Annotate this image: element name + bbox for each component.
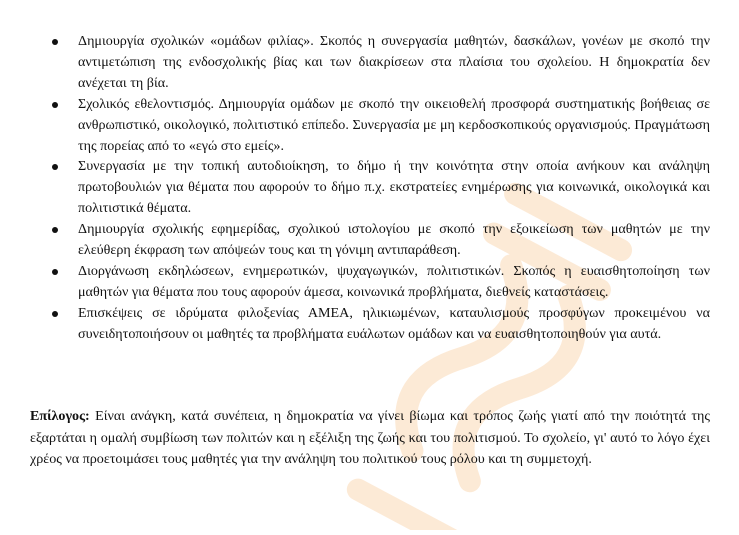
bullet-dot [52,39,58,45]
list-item [30,261,710,303]
list-item-text: Συνεργασία με την τοπική αυτοδιοίκηση, το δήμο ή την κοινότητα στην οποία ανήκουν και ανάληψη πρωτοβουλιών για θέματα που αφορούν το δήμο π.χ. εκστρατείες ενημέρωσης για κοινωνικά, οικολογικά και πολιτιστικά θέματα. [78,158,710,217]
list-item-text: Δημιουργία σχολικής εφημερίδας, σχολικού ιστολογίου με σκοπό την εξοικείωση των μαθητών με την ελεύθερη έκφραση των απόψεών τους και τη γόνιμη αντιπαράθεση. [78,221,710,259]
bullet-dot [52,164,58,170]
bullet-dot [52,311,58,317]
list-item [30,156,710,219]
epilogue-text: Είναι ανάγκη, κατά συνέπεια, η δημοκρατία να γίνει βίωμα και τρόπος ζωής γιατί από την ποιότητά της εξαρτάται η ομαλή συμβίωση των πολιτών και η εξέλιξη της ζωής και του πολιτισμού. Το σχολείο, γι' αυτό το λόγο έχει χρέος να προετοιμάσει τους μαθητές για την ανάληψη του πολιτικού τους ρόλου και τη συμμετοχή. [30,408,710,467]
list-item [30,94,710,157]
list-item [30,31,710,94]
list-item [30,219,710,261]
epilogue-label: Επίλογος: [30,408,90,424]
list-item-text: Σχολικός εθελοντισμός. Δημιουργία ομάδων με σκοπό την οικειοθελή προσφορά συστηματικής βοήθειας σε ανθρωπιστικό, οικολογικό, πολιτιστικό επίπεδο. Συνεργασία με μη κερδοσκοπικούς οργανισμούς. Πραγμάτωση της πορείας από το «εγώ στο εμείς». [78,95,710,154]
bullet-dot [52,269,58,275]
epilogue-paragraph [30,406,710,471]
bullet-dot [52,227,58,233]
list-item-text: Διοργάνωση εκδηλώσεων, ενημερωτικών, ψυχαγωγικών, πολιτιστικών. Σκοπός η ευαισθητοποίηση των μαθητών για θέματα που τους αφορούν άμεσα, κοινωνικά προβλήματα, διεθνείς καταστάσεις. [78,262,710,300]
bullet-list [30,31,710,345]
list-item-text: Επισκέψεις σε ιδρύματα φιλοξενίας ΑΜΕΑ, ηλικιωμένων, καταυλισμούς προσφύγων προκειμένου να συνειδητοποιήσουν οι μαθητές τα προβλήματα ευάλωτων ομάδων και να ευαισθητοποιηθούν για αυτά. [78,304,710,342]
bullet-dot [52,102,58,108]
list-item [30,303,710,345]
list-item-text: Δημιουργία σχολικών «ομάδων φιλίας». Σκοπός η συνεργασία μαθητών, δασκάλων, γονέων με σκοπό την αντιμετώπιση της ενδοσχολικής βίας και των διακρίσεων στα πλαίσια του σχολείου. Η δημοκρατία δεν ανέχεται τη βία. [78,33,710,91]
